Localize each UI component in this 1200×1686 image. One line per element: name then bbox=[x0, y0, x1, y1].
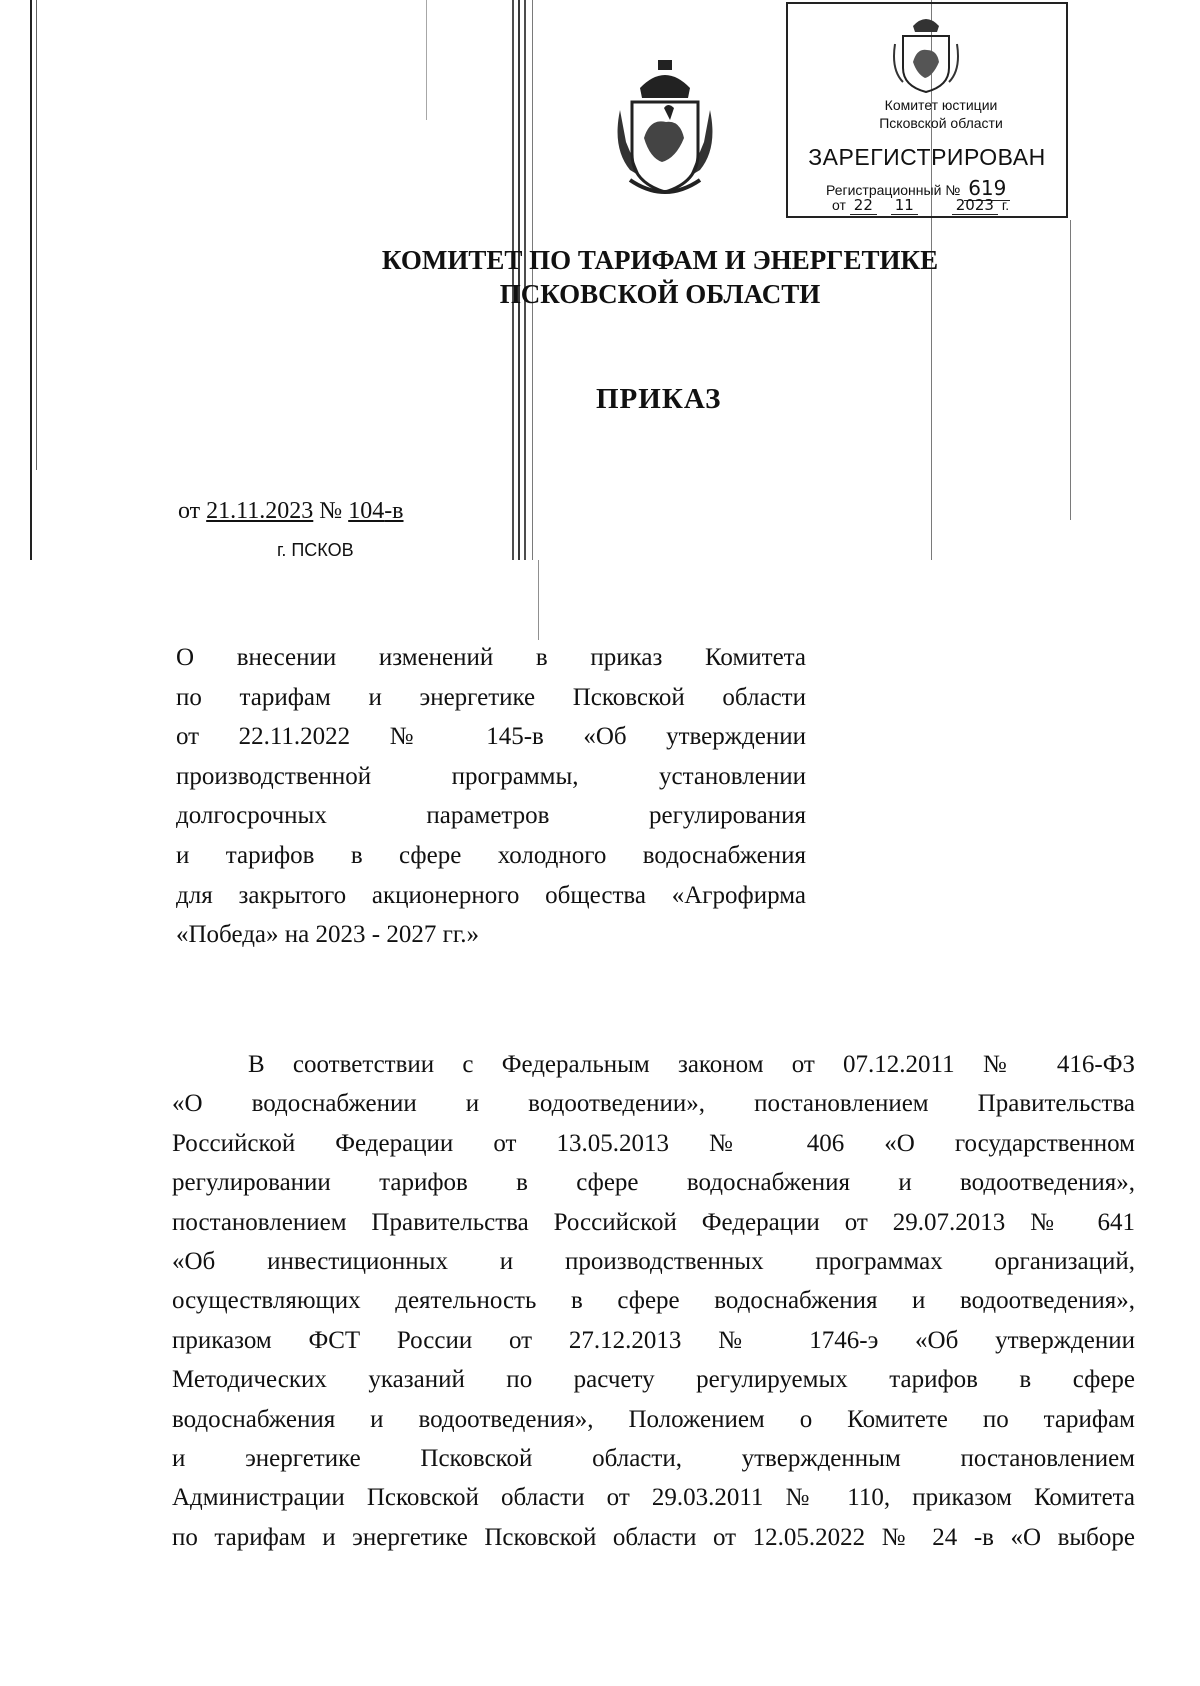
subject-line: от 22.11.2022 № 145-в «Об утверждении bbox=[176, 723, 806, 751]
stamp-date-suffix: г. bbox=[1001, 197, 1010, 213]
body-line: водоснабжения и водоотведения», Положением о Комитете по тарифам bbox=[172, 1405, 1135, 1433]
body-line: по тарифам и энергетике Псковской области от 12.05.2022 № 24 -в «О выборе bbox=[172, 1523, 1135, 1551]
body-line: «О водоснабжении и водоотведении», постановлением Правительства bbox=[172, 1090, 1135, 1118]
subject-line: для закрытого акционерного общества «Агрофирма bbox=[176, 881, 806, 909]
document-city: г. ПСКОВ bbox=[277, 540, 354, 560]
number-sign: № bbox=[319, 498, 343, 524]
document-subject bbox=[176, 638, 806, 955]
org-title-line1: КОМИТЕТ ПО ТАРИФАМ И ЭНЕРГЕТИКЕ bbox=[381, 245, 939, 275]
document-body bbox=[172, 1045, 1135, 1557]
stamp-status: ЗАРЕГИСТРИРОВАН bbox=[808, 144, 1046, 170]
subject-line: производственной программы, установлении bbox=[176, 762, 806, 790]
body-line: и энергетике Псковской области, утвержденным постановлением bbox=[172, 1445, 1135, 1473]
stamp-org-line2: Псковской области bbox=[879, 115, 1003, 131]
stamp-coat-of-arms-icon bbox=[891, 10, 961, 96]
stamp-date-day: 22 bbox=[850, 196, 877, 215]
scan-artifact-vertical bbox=[426, 0, 427, 120]
stamp-reg-number: 619 bbox=[964, 176, 1010, 201]
org-title-line2: ПСКОВСКОЙ ОБЛАСТИ bbox=[499, 279, 821, 309]
document-date-number bbox=[178, 498, 404, 525]
body-line: постановлением Правительства Российской Федерации от 29.07.2013 № 641 bbox=[172, 1208, 1135, 1236]
registration-stamp bbox=[786, 2, 1068, 218]
body-line: Методических указаний по расчету регулируемых тарифов в сфере bbox=[172, 1366, 1135, 1394]
subject-line: О внесении изменений в приказ Комитета bbox=[176, 644, 806, 671]
document-type-heading: ПРИКАЗ bbox=[596, 383, 722, 415]
document-number-suffix: -в bbox=[384, 498, 404, 524]
body-line: регулировании тарифов в сфере водоснабжения и водоотведения», bbox=[172, 1169, 1135, 1197]
stamp-reg-label: Регистрационный № bbox=[826, 182, 961, 198]
body-line: Администрации Псковской области от 29.03.2011 № 110, приказом Комитета bbox=[172, 1484, 1135, 1512]
stamp-date-year: 2023 bbox=[952, 196, 998, 215]
subject-line: и тарифов в сфере холодного водоснабжения bbox=[176, 841, 806, 869]
subject-line: по тарифам и энергетике Псковской области bbox=[176, 683, 806, 711]
coat-of-arms-emblem bbox=[610, 58, 720, 200]
stamp-org-line1: Комитет юстиции bbox=[884, 97, 998, 113]
subject-line: «Победа» на 2023 - 2027 гг.» bbox=[176, 921, 480, 949]
body-line: Российской Федерации от 13.05.2013 № 406 «О государственном bbox=[172, 1129, 1135, 1157]
body-line: осуществляющих деятельность в сфере водоснабжения и водоотведения», bbox=[172, 1287, 1135, 1315]
body-line: приказом ФСТ России от 27.12.2013 № 1746-э «Об утверждении bbox=[172, 1326, 1135, 1354]
subject-line: долгосрочных параметров регулирования bbox=[176, 802, 806, 830]
document-date: 21.11.2023 bbox=[206, 498, 314, 524]
scan-artifact-left-edge bbox=[36, 0, 37, 470]
body-line: «Об инвестиционных и производственных программах организаций, bbox=[172, 1248, 1135, 1276]
document-number: 104 bbox=[348, 498, 385, 524]
scan-artifact-vertical bbox=[538, 560, 539, 640]
stamp-date-row bbox=[832, 196, 1009, 214]
stamp-date-label: от bbox=[832, 197, 846, 213]
body-line: В соответствии с Федеральным законом от 07.12.2011 № 416-ФЗ bbox=[248, 1051, 1135, 1078]
stamp-date-month: 11 bbox=[891, 196, 918, 215]
date-prefix: от bbox=[178, 498, 201, 524]
